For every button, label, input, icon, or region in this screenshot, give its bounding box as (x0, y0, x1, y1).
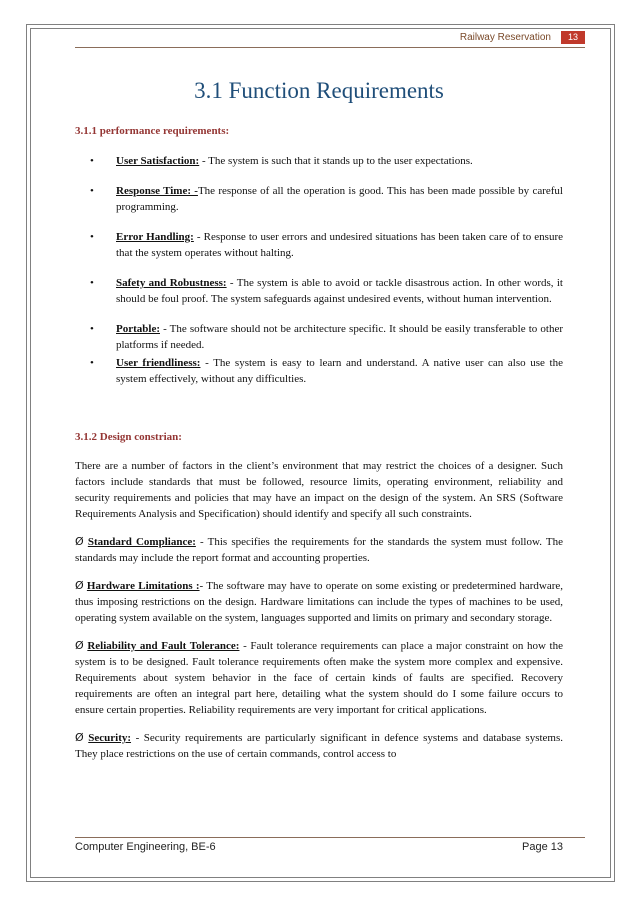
item-text: - The system is able to avoid or tackle disastrous action. In other words, it should be foul proof. The system safeguards against undesired events, without human intervention. (116, 277, 563, 305)
constraint-text: - This specifies the requirements for the standards the system must follow. The standards may include the report format and accounting properties. (75, 536, 563, 564)
header-page-badge: 13 (561, 31, 585, 44)
constraint-item (75, 638, 563, 718)
item-label: User Satisfaction: (116, 155, 200, 167)
item-text: - Response to user errors and undesired situations has been taken care of to ensure that the system operates without halting. (116, 231, 563, 259)
bullet-icon: • (90, 323, 94, 335)
item-text: - The software should not be architecture specific. It should be easily transferable to other platforms if needed. (116, 323, 563, 351)
item-label: User friendliness: (116, 357, 201, 369)
bullet-icon: • (90, 277, 94, 289)
header-rule (75, 47, 585, 48)
constraint-item (75, 730, 563, 762)
item-label: Response Time: - (116, 185, 198, 197)
constraint-text: - The software may have to operate on some existing or predetermined hardware, thus imposing restrictions on the design. Hardware limitations can include the types of machines to be used, operating system available on the system, languages supported and limits on primary and secondary storage. (75, 580, 564, 624)
item-text: - The system is such that it stands up to the user expectations. (199, 155, 473, 167)
list-item (75, 183, 563, 215)
performance-list (75, 153, 563, 387)
section-heading-design: 3.1.2 Design constrian: (75, 431, 182, 443)
arrow-bullet-icon: Ø (75, 579, 84, 592)
item-label: Portable: (116, 323, 160, 335)
header-title: Railway Reservation (459, 32, 551, 43)
constraint-text: - Fault tolerance requirements can place a major constraint on how the system is to be designed. Fault tolerance requirements often make the system more complex and expensive. Requirements about system behavior in the face of certain kinds of faults are specified. Recovery requirements are often an integral part here, detailing what the system should do I some failure occurs to ensure certain properties. Reliability requirements are very important for critical applications. (75, 640, 563, 716)
section-heading-performance: 3.1.1 performance requirements: (75, 125, 230, 137)
bullet-icon: • (90, 357, 94, 369)
constraint-label: Security: (88, 732, 132, 744)
item-text: The response of all the operation is good. This has been made possible by careful programming. (116, 185, 563, 213)
page-title: 3.1 Function Requirements (194, 78, 444, 103)
bullet-icon: • (90, 185, 94, 197)
arrow-bullet-icon: Ø (75, 731, 84, 744)
footer-rule (75, 837, 585, 838)
bullet-icon: • (90, 231, 94, 243)
list-item (75, 229, 563, 261)
list-item (75, 275, 563, 307)
constraint-text: - Security requirements are particularly significant in defence systems and database systems. They place restrictions on the use of certain commands, control access to (75, 732, 564, 760)
constraint-label: Hardware Limitations : (86, 580, 200, 592)
arrow-bullet-icon: Ø (75, 639, 84, 652)
footer-department: Computer Engineering, BE-6 (75, 841, 216, 853)
design-intro: There are a number of factors in the client’s environment that may restrict the choices of a designer. Such factors include standards that must be followed, resource limits, operating environment, reliability and security requirements and policies that may have an impact on the design of the system. An SRS (Software Requirements Analysis and Specification) should identify and specify all such constraints. (75, 460, 563, 520)
list-item (75, 321, 563, 353)
item-text: - The system is easy to learn and understand. A native user can also use the system effectively, without any difficulties. (116, 357, 563, 385)
constraint-label: Reliability and Fault Tolerance: (87, 640, 240, 652)
list-item (75, 355, 563, 387)
list-item (75, 153, 563, 169)
arrow-bullet-icon: Ø (75, 535, 84, 548)
constraint-item (75, 534, 563, 566)
constraint-label: Standard Compliance: (87, 536, 196, 548)
item-label: Safety and Robustness: (116, 277, 227, 289)
footer-page-number: Page 13 (522, 841, 563, 853)
item-label: Error Handling: (116, 231, 194, 243)
main-content (75, 123, 563, 762)
constraint-item (75, 578, 563, 626)
bullet-icon: • (90, 155, 94, 167)
